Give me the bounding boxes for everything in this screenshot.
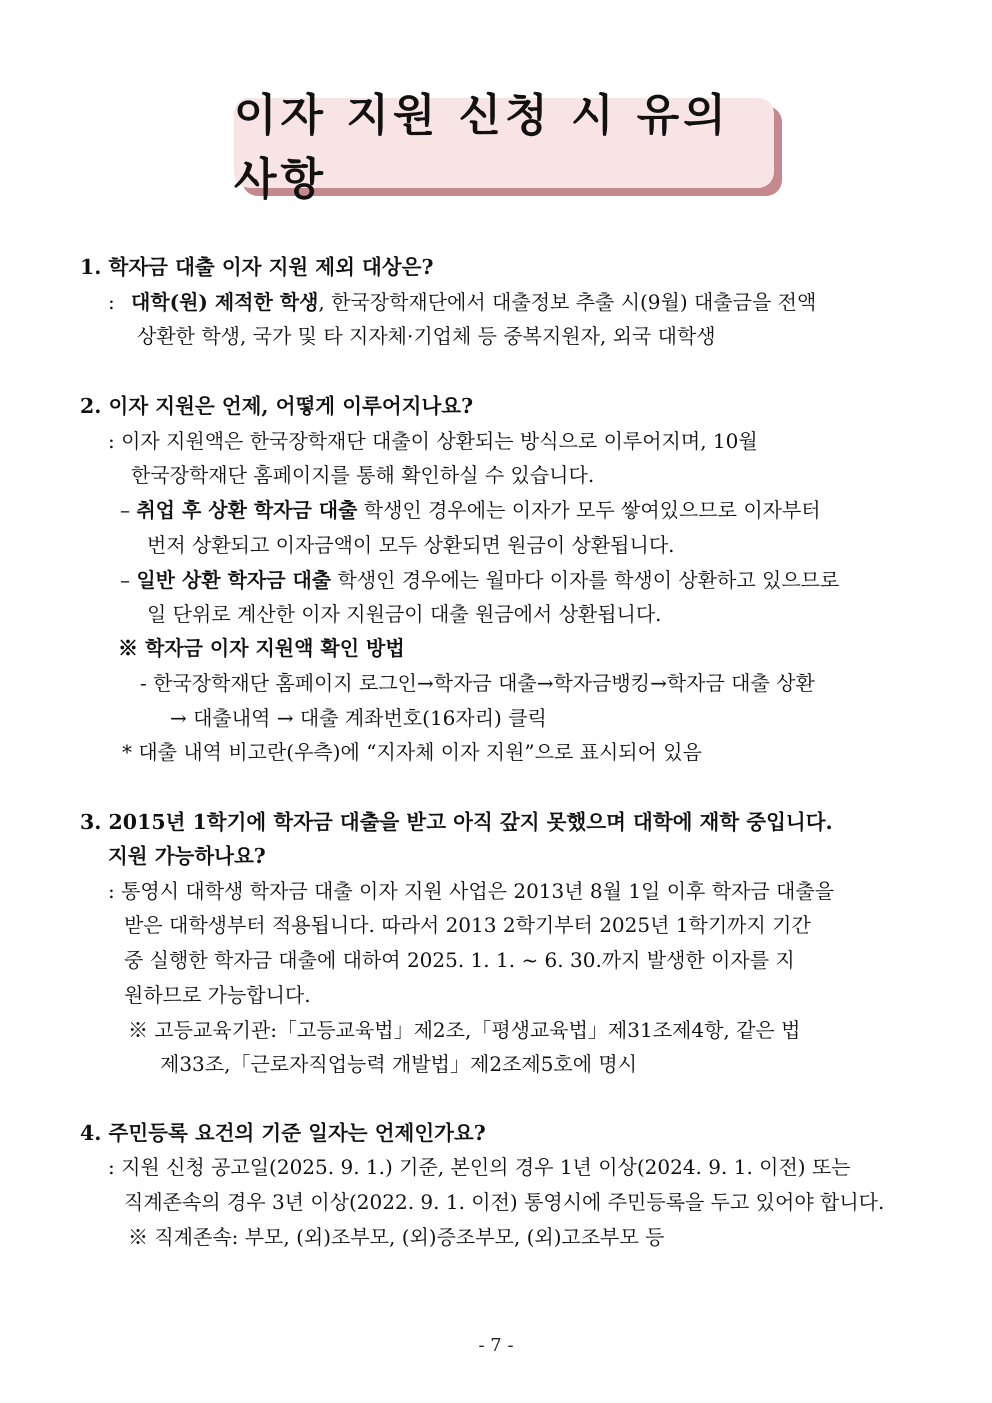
- section-3-answer-line-3: 중 실행한 학자금 대출에 대하여 2025. 1. 1. ~ 6. 30.까지 발생한 이자를 지: [124, 948, 795, 972]
- section-1-answer-line-1: 대학(원) 제적한 학생, 한국장학재단에서 대출정보 추출 시(9월) 대출금을 전액: [131, 290, 817, 314]
- section-1-question: 1. 학자금 대출 이자 지원 제외 대상은?: [80, 255, 434, 279]
- section-4-question: 4. 주민등록 요건의 기준 일자는 언제인가요?: [80, 1121, 486, 1145]
- section-2-star-note: * 대출 내역 비고란(우측)에 “지자체 이자 지원”으로 표시되어 있음: [122, 740, 702, 764]
- section-4-note: ※ 직계존속: 부모, (외)조부모, (외)증조부모, (외)고조부모 등: [128, 1225, 665, 1249]
- section-2-note-heading: ※ 학자금 이자 지원액 확인 방법: [118, 636, 405, 660]
- title-box: [234, 90, 774, 205]
- section-4-answer-line-1: : 지원 신청 공고일(2025. 9. 1.) 기준, 본인의 경우 1년 이상(2024. 9. 1. 이전) 또는: [108, 1155, 851, 1179]
- section-3-answer-line-4: 원하므로 가능합니다.: [124, 983, 311, 1007]
- section-3-question-line-1: 3. 2015년 1학기에 학자금 대출을 받고 아직 갚지 못했으며 대학에 재학 중입니다.: [80, 810, 833, 834]
- section-2-answer-line-1: : 이자 지원액은 한국장학재단 대출이 상환되는 방식으로 이루어지며, 10월: [108, 429, 758, 453]
- section-2-dash-1-line-2: 번저 상환되고 이자금액이 모두 상환되면 원금이 상환됩니다.: [147, 533, 675, 557]
- section-3-note-line-2: 제33조,「근로자직업능력 개발법」제2조제5호에 명시: [160, 1052, 638, 1076]
- section-3-note-line-1: ※ 고등교육기관:「고등교육법」제2조,「평생교육법」제31조제4항, 같은 법: [128, 1018, 801, 1042]
- section-2-dash-2-line-1: – 일반 상환 학자금 대출 학생인 경우에는 월마다 이자를 학생이 상환하고 있으므로: [120, 568, 840, 592]
- section-2-dash-2-line-2: 일 단위로 계산한 이자 지원금이 대출 원금에서 상환됩니다.: [147, 602, 662, 626]
- page-title: 이자 지원 신청 시 유의사항: [234, 90, 730, 205]
- section-1-answer-line-2: 상환한 학생, 국가 및 타 지자체·기업체 등 중복지원자, 외국 대학생: [137, 324, 716, 348]
- section-2-dash-1-line-1: – 취업 후 상환 학자금 대출 학생인 경우에는 이자가 모두 쌓여있으므로 이자부터: [120, 498, 821, 522]
- section-4-answer-line-2: 직계존속의 경우 3년 이상(2022. 9. 1. 이전) 통영시에 주민등록을 두고 있어야 합니다.: [124, 1190, 885, 1214]
- section-2-note-line-1: - 한국장학재단 홈페이지 로그인→학자금 대출→학자금뱅킹→학자금 대출 상환: [140, 671, 815, 695]
- section-3-answer-line-2: 받은 대학생부터 적용됩니다. 따라서 2013 2학기부터 2025년 1학기까지 기간: [124, 913, 811, 937]
- section-2-question: 2. 이자 지원은 언제, 어떻게 이루어지나요?: [80, 394, 474, 418]
- page-number: - 7 -: [478, 1335, 514, 1356]
- section-2-note-line-2: → 대출내역 → 대출 계좌번호(16자리) 클릭: [170, 706, 547, 730]
- section-3-answer-line-1: : 통영시 대학생 학자금 대출 이자 지원 사업은 2013년 8월 1일 이후 학자금 대출을: [108, 879, 835, 903]
- section-2-answer-line-2: 한국장학재단 홈페이지를 통해 확인하실 수 있습니다.: [131, 463, 595, 487]
- section-1-answer-prefix: :: [108, 290, 115, 314]
- section-3-question-line-2: 지원 가능하나요?: [108, 844, 266, 868]
